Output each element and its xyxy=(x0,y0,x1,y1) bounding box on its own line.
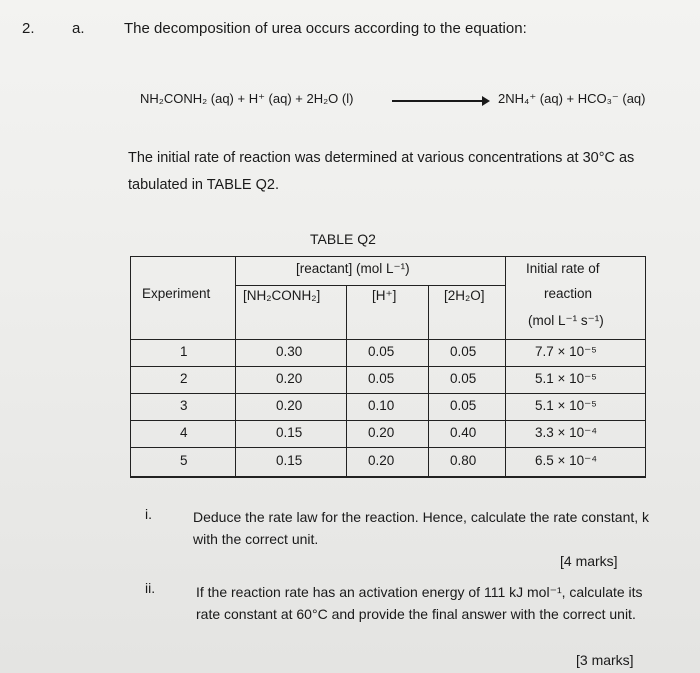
cell-water: 0.05 xyxy=(450,398,477,413)
header-rate-line2: reaction xyxy=(544,286,593,301)
cell-h-ion: 0.05 xyxy=(368,344,395,359)
cell-urea: 0.20 xyxy=(276,398,303,413)
cell-h-ion: 0.05 xyxy=(368,371,395,386)
table-col-divider xyxy=(346,285,347,477)
cell-h-ion: 0.10 xyxy=(368,398,395,413)
header-reactant-group: [reactant] (mol L⁻¹) xyxy=(296,261,410,276)
cell-rate: 5.1 × 10⁻⁵ xyxy=(535,398,597,413)
table-border-top xyxy=(130,256,646,257)
table-group-divider xyxy=(235,285,505,286)
cell-rate: 7.7 × 10⁻⁵ xyxy=(535,344,597,359)
cell-rate: 3.3 × 10⁻⁴ xyxy=(535,425,598,440)
header-water: [2H₂O] xyxy=(444,288,485,303)
question-part: a. xyxy=(72,20,85,37)
cell-rate: 5.1 × 10⁻⁵ xyxy=(535,371,597,386)
subquestion-ii-marks: [3 marks] xyxy=(576,652,634,668)
cell-experiment: 5 xyxy=(180,453,188,468)
table-row-divider xyxy=(130,420,646,421)
cell-urea: 0.30 xyxy=(276,344,303,359)
table-row-divider xyxy=(130,393,646,394)
table-border-right xyxy=(645,256,646,477)
cell-experiment: 4 xyxy=(180,425,188,440)
cell-water: 0.40 xyxy=(450,425,477,440)
cell-h-ion: 0.20 xyxy=(368,425,395,440)
cell-rate: 6.5 × 10⁻⁴ xyxy=(535,453,598,468)
table-col-divider xyxy=(235,256,236,477)
header-experiment: Experiment xyxy=(142,286,211,301)
cell-h-ion: 0.20 xyxy=(368,453,395,468)
cell-experiment: 2 xyxy=(180,371,188,386)
intro-paragraph: The initial rate of reaction was determined at various concentrations at 30°C as tabulated in TABLE Q2. xyxy=(128,150,635,193)
table-col-divider xyxy=(428,285,429,477)
cell-urea: 0.15 xyxy=(276,425,303,440)
equation-reactants: NH₂CONH₂ (aq) + H⁺ (aq) + 2H₂O (l) xyxy=(140,91,354,106)
subquestion-ii-label: ii. xyxy=(145,580,156,596)
header-rate-line1: Initial rate of xyxy=(526,261,600,276)
cell-water: 0.05 xyxy=(450,344,477,359)
question-intro: The decomposition of urea occurs according to the equation: xyxy=(124,20,527,37)
cell-experiment: 1 xyxy=(180,344,188,359)
cell-urea: 0.15 xyxy=(276,453,303,468)
table-row-divider xyxy=(130,447,646,448)
table-border-left xyxy=(130,256,131,477)
header-h-ion: [H⁺] xyxy=(372,288,397,303)
cell-water: 0.80 xyxy=(450,453,477,468)
question-number: 2. xyxy=(22,20,35,37)
subquestion-i-label: i. xyxy=(145,506,152,522)
table-row-divider xyxy=(130,366,646,367)
rate-data-table xyxy=(130,256,646,478)
subquestion-ii-text: If the reaction rate has an activation energy of 111 kJ mol⁻¹, calculate its rate constant at 60°C and provide the final answer with the correct unit. xyxy=(196,584,643,622)
reaction-arrow-icon xyxy=(392,100,488,102)
header-urea: [NH₂CONH₂] xyxy=(243,288,321,303)
table-col-divider xyxy=(505,256,506,477)
cell-urea: 0.20 xyxy=(276,371,303,386)
table-title: TABLE Q2 xyxy=(310,231,376,247)
equation-products: 2NH₄⁺ (aq) + HCO₃⁻ (aq) xyxy=(498,91,646,106)
cell-experiment: 3 xyxy=(180,398,188,413)
table-header-divider xyxy=(130,339,646,340)
header-rate-line3: (mol L⁻¹ s⁻¹) xyxy=(528,313,604,328)
subquestion-i-text: Deduce the rate law for the reaction. Hence, calculate the rate constant, k with the correct unit. xyxy=(193,509,650,547)
cell-water: 0.05 xyxy=(450,371,477,386)
subquestion-i-marks: [4 marks] xyxy=(560,553,618,569)
table-border-bottom xyxy=(130,476,646,478)
